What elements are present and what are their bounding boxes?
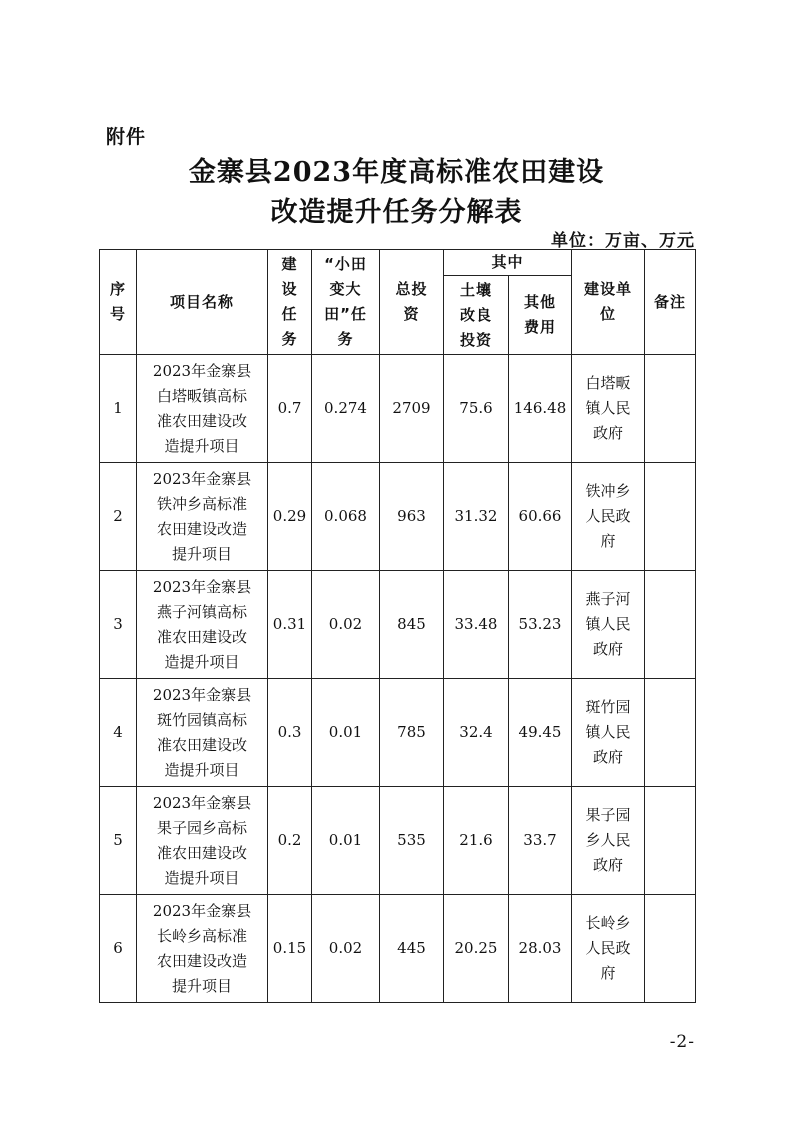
header-remark: 备注 xyxy=(645,250,696,355)
cell-project-name: 2023年金寨县 铁冲乡高标准 农田建设改造 提升项目 xyxy=(137,463,268,571)
cell-small-to-large-field-task: 0.068 xyxy=(312,463,380,571)
cell-soil-improvement-investment: 20.25 xyxy=(444,895,509,1003)
table-row xyxy=(100,895,696,1003)
cell-remark xyxy=(645,679,696,787)
cell-construction-unit: 斑竹园 镇人民 政府 xyxy=(572,679,645,787)
cell-total-investment: 845 xyxy=(380,571,444,679)
cell-total-investment: 2709 xyxy=(380,355,444,463)
cell-small-to-large-field-task: 0.02 xyxy=(312,895,380,1003)
header-soil-improvement-investment: 土壤 改良 投资 xyxy=(444,276,509,355)
page-number: -2- xyxy=(669,1032,695,1052)
cell-total-investment: 963 xyxy=(380,463,444,571)
cell-total-investment: 535 xyxy=(380,787,444,895)
task-breakdown-table xyxy=(99,249,696,1003)
header-construction-task: 建 设 任 务 xyxy=(268,250,312,355)
table-row xyxy=(100,787,696,895)
unit-note: 单位：万亩、万元 xyxy=(551,231,695,251)
cell-other-costs: 146.48 xyxy=(509,355,572,463)
cell-construction-unit: 铁冲乡 人民政 府 xyxy=(572,463,645,571)
header-of-which: 其中 xyxy=(444,250,572,276)
cell-project-name: 2023年金寨县 果子园乡高标 准农田建设改 造提升项目 xyxy=(137,787,268,895)
cell-remark xyxy=(645,895,696,1003)
cell-project-name: 2023年金寨县 长岭乡高标准 农田建设改造 提升项目 xyxy=(137,895,268,1003)
cell-seq: 2 xyxy=(100,463,137,571)
cell-total-investment: 445 xyxy=(380,895,444,1003)
cell-remark xyxy=(645,571,696,679)
cell-seq: 4 xyxy=(100,679,137,787)
cell-remark xyxy=(645,355,696,463)
cell-construction-task: 0.2 xyxy=(268,787,312,895)
header-small-to-large-field-task: “小田 变大 田”任 务 xyxy=(312,250,380,355)
cell-construction-unit: 白塔畈 镇人民 政府 xyxy=(572,355,645,463)
cell-project-name: 2023年金寨县 白塔畈镇高标 准农田建设改 造提升项目 xyxy=(137,355,268,463)
document-title-line-2: 改造提升任务分解表 xyxy=(270,197,523,228)
header-construction-unit: 建设单 位 xyxy=(572,250,645,355)
cell-small-to-large-field-task: 0.01 xyxy=(312,679,380,787)
table-row xyxy=(100,463,696,571)
header-other-costs: 其他 费用 xyxy=(509,276,572,355)
cell-construction-task: 0.15 xyxy=(268,895,312,1003)
cell-small-to-large-field-task: 0.274 xyxy=(312,355,380,463)
cell-construction-task: 0.3 xyxy=(268,679,312,787)
cell-remark xyxy=(645,787,696,895)
header-project-name: 项目名称 xyxy=(137,250,268,355)
cell-project-name: 2023年金寨县 燕子河镇高标 准农田建设改 造提升项目 xyxy=(137,571,268,679)
cell-remark xyxy=(645,463,696,571)
table-row xyxy=(100,355,696,463)
cell-other-costs: 60.66 xyxy=(509,463,572,571)
cell-small-to-large-field-task: 0.02 xyxy=(312,571,380,679)
cell-seq: 5 xyxy=(100,787,137,895)
cell-soil-improvement-investment: 21.6 xyxy=(444,787,509,895)
table-header xyxy=(100,250,696,355)
header-seq: 序 号 xyxy=(100,250,137,355)
header-total-investment: 总投 资 xyxy=(380,250,444,355)
attachment-label: 附件 xyxy=(106,126,147,148)
cell-total-investment: 785 xyxy=(380,679,444,787)
table-row xyxy=(100,571,696,679)
cell-construction-task: 0.31 xyxy=(268,571,312,679)
cell-other-costs: 33.7 xyxy=(509,787,572,895)
cell-seq: 6 xyxy=(100,895,137,1003)
cell-seq: 3 xyxy=(100,571,137,679)
table-body xyxy=(100,355,696,1003)
cell-small-to-large-field-task: 0.01 xyxy=(312,787,380,895)
cell-soil-improvement-investment: 75.6 xyxy=(444,355,509,463)
cell-construction-unit: 果子园 乡人民 政府 xyxy=(572,787,645,895)
cell-soil-improvement-investment: 33.48 xyxy=(444,571,509,679)
cell-seq: 1 xyxy=(100,355,137,463)
table-row xyxy=(100,679,696,787)
cell-construction-task: 0.29 xyxy=(268,463,312,571)
cell-other-costs: 28.03 xyxy=(509,895,572,1003)
cell-construction-unit: 长岭乡 人民政 府 xyxy=(572,895,645,1003)
cell-other-costs: 49.45 xyxy=(509,679,572,787)
cell-soil-improvement-investment: 31.32 xyxy=(444,463,509,571)
cell-project-name: 2023年金寨县 斑竹园镇高标 准农田建设改 造提升项目 xyxy=(137,679,268,787)
cell-soil-improvement-investment: 32.4 xyxy=(444,679,509,787)
cell-construction-unit: 燕子河 镇人民 政府 xyxy=(572,571,645,679)
cell-construction-task: 0.7 xyxy=(268,355,312,463)
cell-other-costs: 53.23 xyxy=(509,571,572,679)
document-title-line-1: 金寨县2023年度高标准农田建设 xyxy=(188,157,605,188)
